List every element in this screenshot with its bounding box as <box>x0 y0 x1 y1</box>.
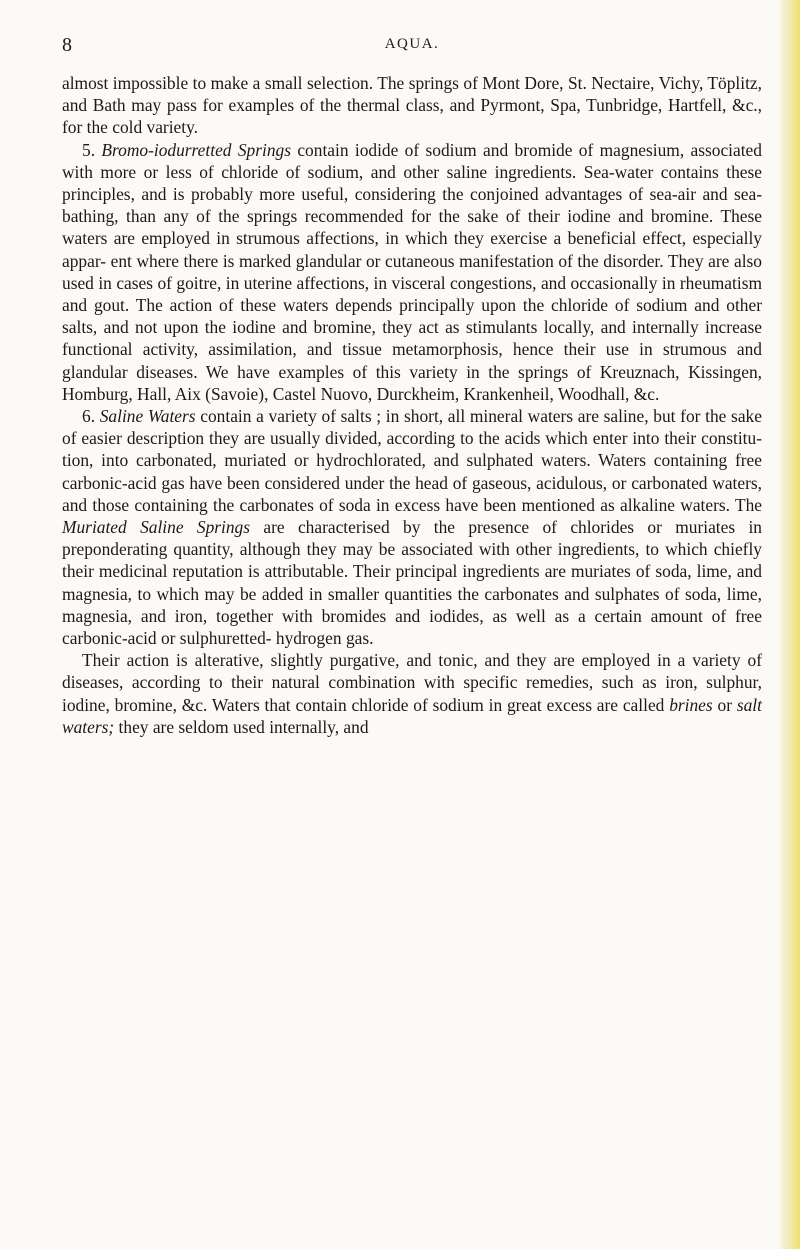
paragraph-thermal-cold <box>62 72 762 139</box>
paragraph-text: are characterised by the presence of chlorides or muriates in preponderating quantity, although they may be associated with other ingredients, to which chiefly their medicinal reputation is attributable. Their principal ingredients are muriates of soda, lime, and magnesia, to which may be added in smaller quantities the carbonates and sulphates of soda, lime, magnesia, and iron, together with bromides and iodides, as well as a certain amount of free carbonic-acid or sulphuretted- hydrogen gas. <box>62 517 762 649</box>
running-title: AQUA. <box>384 36 440 52</box>
paragraph-saline-waters <box>62 405 762 649</box>
body-text <box>62 72 762 738</box>
section-number: 6. <box>82 406 96 427</box>
paragraph-text: almost impossible to make a small selection. The springs of Mont Dore, St. Nectaire, Vichy, Töplitz, and Bath may pass for examples of the thermal class, and Pyrmont, Spa, Tunbridge, Hartfell, &c., for the cold variety. <box>62 73 762 138</box>
paragraph-text: contain iodide of sodium and bromide of magnesium, associated with more or less of chloride of sodium, and other saline ingredients. Sea-water contains these principles, and is probably more useful, considering the conjoined advantages of sea-air and sea-bathing, than any of the springs recommended for the sake of their iodine and bromine. These waters are employed in strumous affections, in which they exercise a beneficial effect, especially appar- ent where there is marked glandular or cutaneous manifestation of the disorder. They are also used in cases of goitre, in uterine affections, in visceral congestions, and occasionally in rheumatism and gout. The action of these waters depends principally upon the chloride of sodium and other salts, and not upon the iodine and bromine, they act as stimulants locally, and internally increase functional activity, assimilation, and tissue metamorphosis, hence their use in strumous and glandular diseases. We have examples of this variety in the springs of Kreuznach, Kissingen, Homburg, Hall, Aix (Savoie), Castel Nuovo, Durckheim, Krankenheil, Woodhall, &c. <box>62 139 762 404</box>
page-header <box>62 34 762 58</box>
paragraph-bromo-iodurretted <box>62 139 762 405</box>
section-term: Bromo-iodurretted Springs <box>101 139 291 160</box>
page-edge <box>778 0 800 1249</box>
paragraph-text: Their action is alterative, slightly purgative, and tonic, and they are employed in a variety of diseases, according to their natural combination with specific remedies, such as iron, sulphur, iodine, bromine, &c. Waters that contain chloride of sodium in great excess are called <box>62 650 762 715</box>
section-term: Saline Waters <box>99 406 196 427</box>
section-number: 5. <box>82 139 96 160</box>
paragraph-action <box>62 649 762 738</box>
paragraph-text: contain a variety of salts ; in short, all mineral waters are saline, but for the sake of easier description they are usually divided, according to the acids which enter into their constitu- tion, into carbonated, muriated or hydrochlorated, and sulphated waters. Waters containing free carbonic-acid gas have been considered under the head of gaseous, acidulous, or carbonated waters, and those containing the carbonates of soda in excess have been mentioned as alkaline waters. The <box>62 406 762 515</box>
italic-term: brines <box>669 694 713 715</box>
italic-term: salt waters; <box>62 694 762 737</box>
paragraph-text: or <box>717 694 732 715</box>
section-term: Muriated Saline Springs <box>62 517 251 538</box>
page-number: 8 <box>62 34 73 56</box>
paragraph-text: they are seldom used internally, and <box>118 716 369 737</box>
